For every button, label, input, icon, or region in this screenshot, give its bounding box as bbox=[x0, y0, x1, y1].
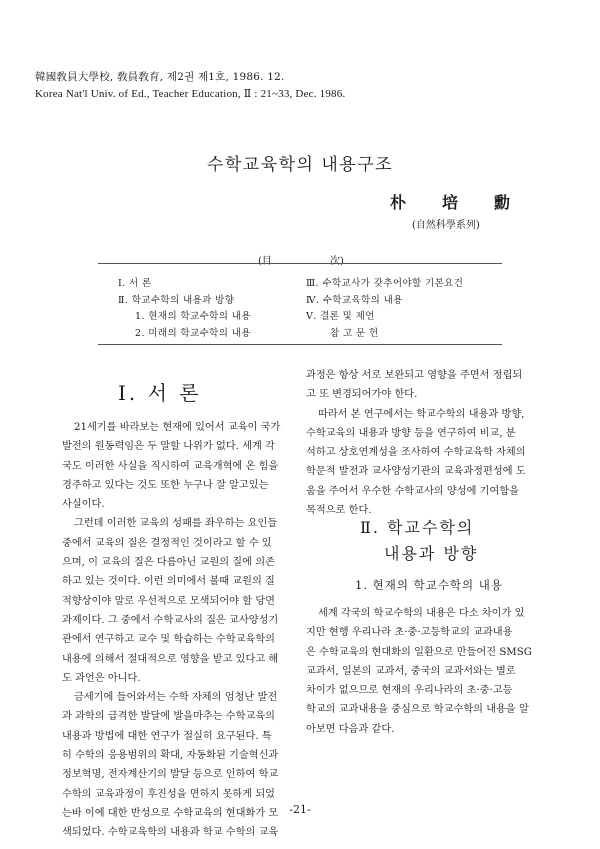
section-heading-introduction: Ⅰ. 서 론 bbox=[118, 381, 202, 405]
text-line: 수학교육의 내용과 방향 등을 연구하여 비교, 분 bbox=[306, 427, 516, 439]
toc-item: Ⅲ. 수학교사가 갖추어야할 기본요건 bbox=[306, 278, 464, 289]
text-line: 고 또 변경되어가야 한다. bbox=[306, 389, 418, 401]
section-heading-school-math: Ⅱ. 학교수학의 bbox=[360, 518, 475, 537]
text-line: 차이가 없으므로 현재의 우리나라의 초·중·고등 bbox=[306, 685, 513, 697]
text-line: 는바 이에 대한 반성으로 수학교육의 현대화가 모 bbox=[62, 807, 279, 819]
text-line: 색되었다. 수학교육학의 내용과 학교 수학의 교육 bbox=[62, 827, 279, 839]
text-line: 국도 이러한 사실을 직시하여 교육개혁에 온 힘을 bbox=[62, 460, 279, 472]
text-line: 21세기를 바라보는 현재에 있어서 교육이 국가 bbox=[74, 422, 281, 433]
journal-header-english: Korea Nat'l Univ. of Ed., Teacher Education, Ⅱ : 21~33, Dec. 1986. bbox=[35, 88, 346, 100]
text-line: 그런데 이러한 교육의 성패를 좌우하는 요인들 bbox=[74, 518, 278, 530]
text-line: 움을 주어서 우수한 수학교사의 양성에 기여함을 bbox=[306, 485, 520, 497]
subsection-heading-current-content: 1. 현재의 학교수학의 내용 bbox=[355, 578, 504, 592]
text-line: 정보혁명, 전자계산기의 발달 등으로 인하여 학교 bbox=[62, 769, 279, 781]
text-line: 과정은 항상 서로 보완되고 영향을 주면서 정립되 bbox=[306, 370, 523, 381]
text-line: 세계 각국의 학교수학의 내용은 다소 차이가 있 bbox=[318, 608, 525, 619]
text-line: 과제이다. 그 중에서 수학교사의 질은 교사양성기 bbox=[62, 614, 279, 626]
toc-item: 2. 미래의 학교수학의 내용 bbox=[135, 328, 251, 339]
text-line: 따라서 본 연구에서는 학교수학의 내용과 방향, bbox=[318, 408, 525, 420]
journal-header-korean: 韓國敎員大學校, 敎員敎育, 제2권 제1호, 1986. 12. bbox=[35, 71, 285, 83]
author-name bbox=[372, 190, 528, 213]
toc-heading-right: 次) bbox=[330, 256, 344, 267]
text-line: 아보면 다음과 같다. bbox=[306, 723, 395, 735]
author-char: 勳 bbox=[493, 193, 510, 212]
right-column-text-bottom bbox=[306, 604, 538, 739]
text-line: 금세기에 들어와서는 수학 자체의 엄청난 발전 bbox=[74, 692, 278, 704]
toc-item: 1. 현재의 학교수학의 내용 bbox=[135, 311, 251, 322]
text-line: 관에서 연구하고 교수 및 학습하는 수학교육학의 bbox=[62, 634, 276, 646]
toc-item: 참 고 문 헌 bbox=[330, 328, 379, 339]
text-line: 도 과언은 아니다. bbox=[62, 672, 141, 684]
toc-item: Ⅴ. 결론 및 제언 bbox=[306, 311, 375, 322]
toc-item: Ⅳ. 수학교육학의 내용 bbox=[306, 295, 403, 306]
text-line: 으며, 이 교육의 질은 다름아닌 교원의 질에 의존 bbox=[62, 557, 275, 569]
author-char: 朴 bbox=[389, 193, 406, 212]
text-line: 적향상이야 말로 우선적으로 모색되어야 할 당면 bbox=[62, 595, 276, 607]
toc-heading-left: (目 bbox=[258, 256, 272, 267]
section-heading-school-math-line2: 내용과 방향 bbox=[384, 544, 479, 563]
text-line: 지만 현행 우리나라 초·중·고등학교의 교과내용 bbox=[306, 627, 513, 639]
text-line: 과 과학의 급격한 발달에 발을마추는 수학교육의 bbox=[62, 711, 276, 723]
text-line: 교과서, 일본의 교과서, 중국의 교과서와는 별로 bbox=[306, 665, 516, 677]
toc-item: Ⅰ. 서 론 bbox=[118, 278, 152, 289]
right-column-text-top bbox=[306, 366, 538, 520]
paper-title: 수학교육학의 내용구조 bbox=[206, 155, 394, 175]
text-line: 내용에 의해서 절대적으로 영향을 받고 있다고 해 bbox=[62, 653, 279, 665]
text-line: 학문적 발전과 교사양성기관의 교육과정편성에 도 bbox=[306, 466, 526, 478]
text-line: 목적으로 한다. bbox=[306, 505, 372, 517]
text-line: 중에서 교육의 질은 결정적인 것이라고 할 수 있 bbox=[62, 537, 272, 549]
text-line: 학교의 교과내용을 중심으로 학교수학의 내용을 알 bbox=[306, 704, 529, 716]
toc-item: Ⅱ. 학교수학의 내용과 방향 bbox=[118, 295, 235, 306]
text-line: 경주하고 있다는 것도 또한 누구나 잘 알고있는 bbox=[62, 479, 269, 491]
text-line: 은 수학교육의 현대화의 일환으로 만들어진 SMSG bbox=[306, 646, 532, 658]
author-char: 培 bbox=[441, 193, 458, 212]
text-line: 사실이다. bbox=[62, 499, 105, 511]
page-number: -21- bbox=[289, 803, 311, 816]
text-line: 내용과 방법에 대한 연구가 절실히 요구된다. 특 bbox=[62, 730, 272, 742]
text-line: 하고 있는 것이다. 이런 의미에서 볼때 교원의 질 bbox=[62, 576, 275, 588]
text-line: 히 수학의 응용범위의 확대, 자동화된 기술혁신과 bbox=[62, 750, 279, 762]
author-affiliation: (自然科學系列) bbox=[412, 220, 480, 231]
text-line: 석하고 상호연계성을 조사하여 수학교육학 자체의 bbox=[306, 447, 526, 459]
left-column-text bbox=[62, 418, 292, 843]
text-line: 수학의 교육과정이 후진성을 면하지 못하게 되었 bbox=[62, 788, 276, 800]
text-line: 발전의 원동력임은 두 말할 나위가 없다. 세계 각 bbox=[62, 441, 275, 453]
